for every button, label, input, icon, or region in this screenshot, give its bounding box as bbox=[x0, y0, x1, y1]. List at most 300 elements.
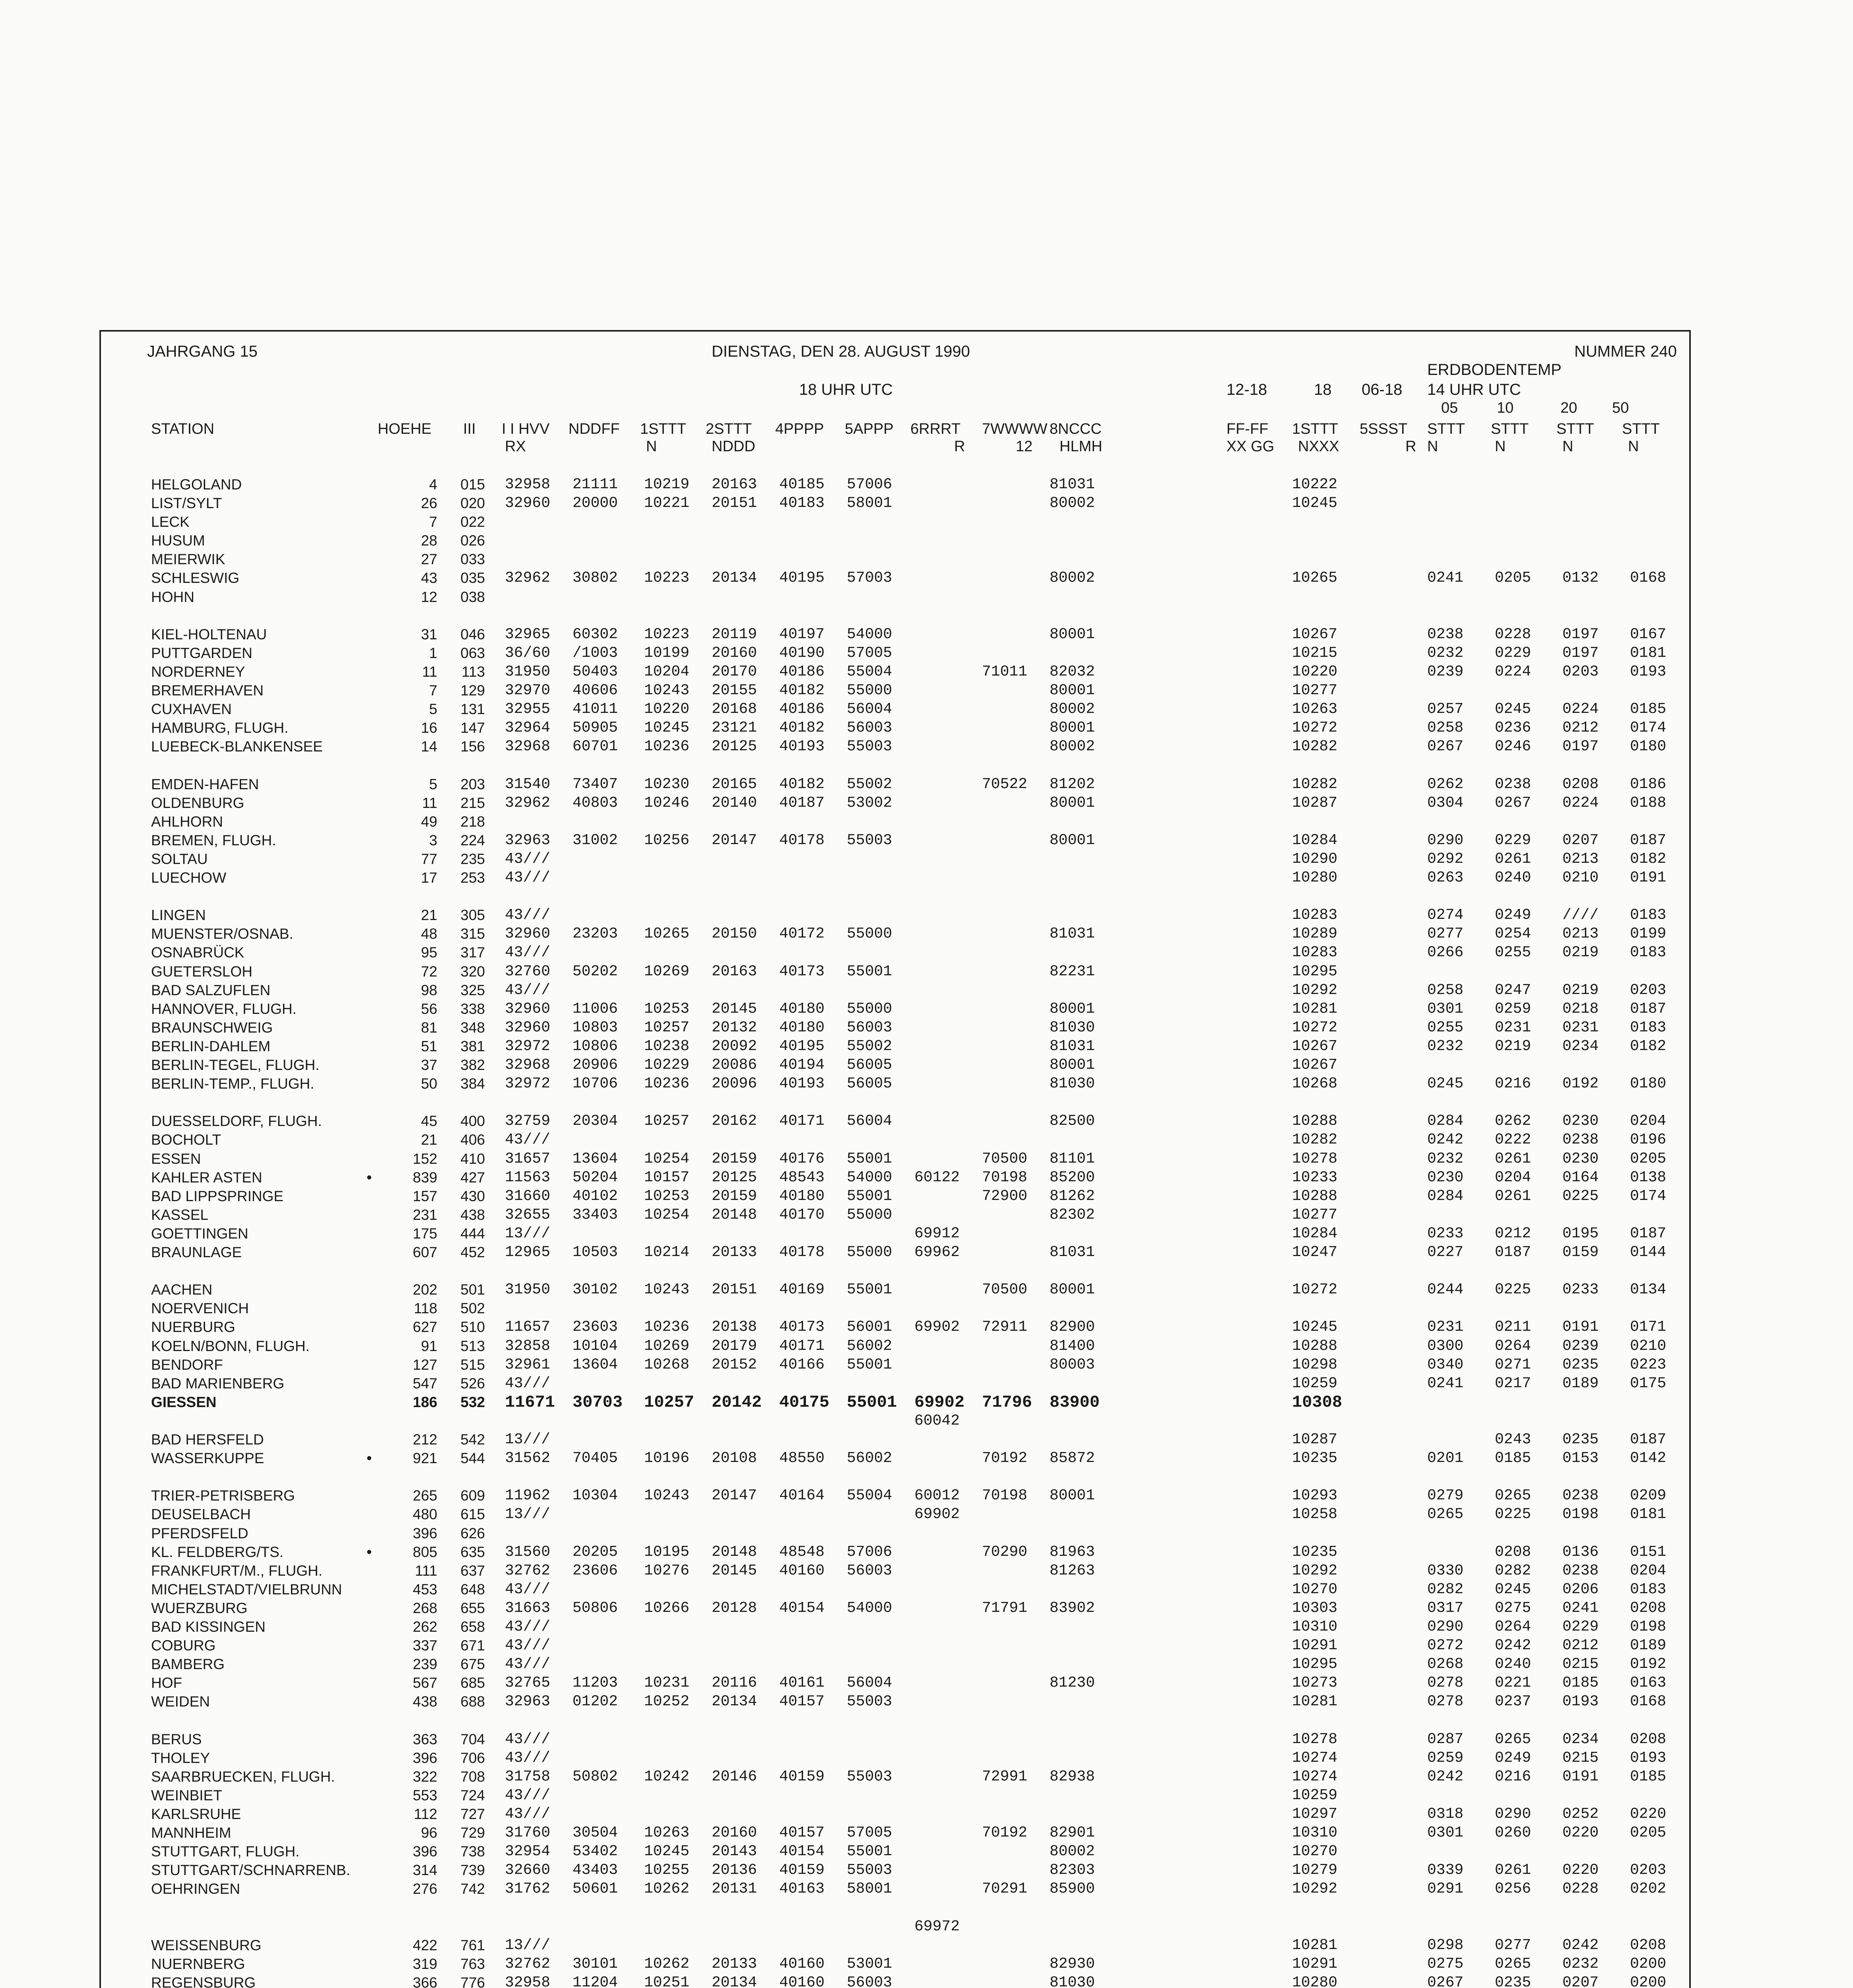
value-1sttt-nxxx: 10295 bbox=[1292, 1656, 1338, 1673]
value-soil-05: 0231 bbox=[1427, 1318, 1464, 1336]
value-1sttt: 10246 bbox=[644, 794, 690, 812]
value-ihvv: 13/// bbox=[505, 1225, 551, 1242]
value-4pppp: 40160 bbox=[779, 1562, 825, 1579]
value-ihvv: 31950 bbox=[505, 663, 551, 680]
value-soil-50: 0187 bbox=[1630, 832, 1667, 849]
station-height: 186 bbox=[413, 1394, 437, 1410]
station-id: 203 bbox=[460, 776, 485, 792]
value-soil-05: 0255 bbox=[1427, 1019, 1464, 1036]
value-5appp: 55001 bbox=[847, 1281, 893, 1298]
station-id: 655 bbox=[460, 1600, 485, 1616]
station-id: 113 bbox=[462, 664, 485, 680]
value-ihvv: 32958 bbox=[505, 1974, 551, 1988]
value-soil-10: 0267 bbox=[1495, 794, 1531, 812]
station-id: 129 bbox=[460, 682, 485, 699]
value-4pppp: 40170 bbox=[779, 1206, 825, 1223]
value-soil-20: 0229 bbox=[1562, 1618, 1599, 1635]
value-soil-10: 0204 bbox=[1495, 1169, 1531, 1186]
value-7wwww: 72900 bbox=[982, 1188, 1028, 1205]
value-1sttt-nxxx: 10293 bbox=[1292, 1487, 1338, 1504]
value-5appp: 55003 bbox=[847, 1768, 893, 1785]
station-name: SOLTAU bbox=[151, 851, 208, 867]
station-id: 761 bbox=[460, 1937, 485, 1953]
table-row bbox=[0, 738, 1853, 756]
value-ihvv: 43/// bbox=[505, 1131, 551, 1148]
station-id: 502 bbox=[460, 1300, 485, 1316]
value-soil-10: 0229 bbox=[1495, 832, 1531, 849]
value-7wwww: 70290 bbox=[982, 1543, 1028, 1561]
value-soil-50: 0189 bbox=[1630, 1637, 1667, 1654]
value-soil-20: 0206 bbox=[1562, 1581, 1599, 1598]
station-name: WEINBIET bbox=[151, 1787, 222, 1804]
value-4pppp: 40166 bbox=[779, 1356, 825, 1373]
value-soil-20: 0195 bbox=[1562, 1225, 1599, 1242]
value-8nccc: 82032 bbox=[1050, 663, 1095, 680]
value-4pppp: 40193 bbox=[779, 1075, 825, 1092]
value-soil-50: 0182 bbox=[1630, 1038, 1667, 1055]
value-1sttt-nxxx: 10284 bbox=[1292, 832, 1338, 849]
value-4pppp: 40178 bbox=[779, 832, 825, 849]
station-name: SCHLESWIG bbox=[151, 570, 240, 586]
value-1sttt: 10268 bbox=[644, 1356, 690, 1373]
station-name: LUECHOW bbox=[151, 870, 227, 886]
value-8nccc: 82901 bbox=[1050, 1824, 1095, 1841]
station-height: 231 bbox=[413, 1207, 437, 1223]
station-name: LIST/SYLT bbox=[151, 495, 222, 511]
value-1sttt-nxxx: 10282 bbox=[1292, 1131, 1338, 1148]
value-soil-10: 0224 bbox=[1495, 663, 1531, 680]
value-soil-20: 0238 bbox=[1562, 1131, 1599, 1148]
value-soil-10: 0229 bbox=[1495, 645, 1531, 662]
station-height: 627 bbox=[413, 1319, 437, 1335]
value-soil-50: 0181 bbox=[1630, 645, 1667, 662]
value-soil-05: 0263 bbox=[1427, 869, 1464, 886]
value-4pppp: 40186 bbox=[779, 701, 825, 718]
station-name: CUXHAVEN bbox=[151, 701, 232, 717]
table-row bbox=[0, 700, 1853, 718]
value-2sttt: 23121 bbox=[712, 719, 757, 736]
table-row bbox=[0, 719, 1853, 737]
value-2sttt: 20146 bbox=[712, 1768, 757, 1785]
value-8nccc: 80002 bbox=[1050, 1843, 1095, 1860]
station-height: 48 bbox=[421, 926, 437, 942]
value-1sttt: 10252 bbox=[644, 1693, 690, 1710]
value-1sttt-nxxx: 10267 bbox=[1292, 1038, 1338, 1055]
table-row bbox=[0, 1524, 1853, 1543]
value-1sttt-nxxx: 10310 bbox=[1292, 1824, 1338, 1841]
value-4pppp: 40173 bbox=[779, 1318, 825, 1336]
value-nddff: 60302 bbox=[572, 626, 618, 643]
value-2sttt: 20150 bbox=[712, 925, 757, 942]
value-ihvv: 31758 bbox=[505, 1768, 551, 1785]
value-soil-50: 0203 bbox=[1630, 982, 1667, 999]
table-row bbox=[0, 1131, 1853, 1149]
value-soil-05: 0265 bbox=[1427, 1506, 1464, 1523]
value-2sttt: 20131 bbox=[712, 1880, 757, 1897]
value-1sttt: 10157 bbox=[644, 1169, 690, 1186]
value-soil-50: 0174 bbox=[1630, 719, 1667, 736]
value-nddff: 20000 bbox=[572, 495, 618, 512]
value-soil-10: 0265 bbox=[1495, 1487, 1531, 1504]
value-2sttt: 20086 bbox=[712, 1056, 757, 1074]
value-2sttt: 20132 bbox=[712, 1019, 757, 1036]
station-name: SAARBRUECKEN, FLUGH. bbox=[151, 1769, 335, 1785]
value-ihvv: 32968 bbox=[505, 738, 551, 755]
value-soil-05: 0244 bbox=[1427, 1281, 1464, 1298]
value-1sttt-nxxx: 10308 bbox=[1292, 1393, 1343, 1412]
station-name: MANNHEIM bbox=[151, 1825, 231, 1841]
value-soil-20: 0242 bbox=[1562, 1937, 1599, 1954]
station-name: MEIERWIK bbox=[151, 551, 225, 567]
station-id: 626 bbox=[460, 1525, 485, 1541]
station-name: WASSERKUPPE bbox=[151, 1450, 264, 1466]
value-soil-10: 0265 bbox=[1495, 1955, 1531, 1972]
value-4pppp: 40154 bbox=[779, 1600, 825, 1617]
value-4pppp: 40193 bbox=[779, 738, 825, 755]
date-label: DIENSTAG, DEN 28. AUGUST 1990 bbox=[712, 343, 970, 360]
value-2sttt: 20160 bbox=[712, 645, 757, 662]
value-6rrrt: 69912 bbox=[914, 1225, 960, 1242]
station-height: 118 bbox=[414, 1300, 437, 1316]
value-soil-20: 0191 bbox=[1562, 1768, 1599, 1785]
value-8nccc: 80002 bbox=[1050, 701, 1095, 718]
table-row bbox=[0, 1075, 1853, 1093]
value-1sttt-nxxx: 10290 bbox=[1292, 850, 1338, 868]
col-8nccc-sub: HLMH bbox=[1059, 438, 1102, 455]
value-1sttt-nxxx: 10289 bbox=[1292, 925, 1338, 942]
value-1sttt: 10243 bbox=[644, 1487, 690, 1504]
value-8nccc: 80001 bbox=[1050, 626, 1095, 643]
value-soil-05: 0266 bbox=[1427, 944, 1464, 961]
value-8nccc: 82938 bbox=[1050, 1768, 1095, 1785]
value-nddff: 50601 bbox=[572, 1880, 618, 1897]
value-5appp: 55001 bbox=[847, 1188, 893, 1205]
value-4pppp: 40169 bbox=[779, 1281, 825, 1298]
value-8nccc: 82303 bbox=[1050, 1862, 1095, 1879]
value-ihvv: 32972 bbox=[505, 1038, 551, 1055]
station-height: 3 bbox=[429, 832, 437, 848]
value-soil-05: 0298 bbox=[1427, 1937, 1464, 1954]
value-2sttt: 20159 bbox=[712, 1188, 757, 1205]
value-nddff: 23203 bbox=[572, 925, 618, 942]
station-name: AHLHORN bbox=[151, 813, 223, 830]
value-5appp: 55003 bbox=[847, 1862, 893, 1879]
station-id: 704 bbox=[460, 1731, 485, 1747]
station-height: 262 bbox=[413, 1619, 437, 1635]
value-ihvv: 32655 bbox=[505, 1206, 551, 1223]
station-id: 156 bbox=[460, 738, 485, 755]
value-soil-05: 0233 bbox=[1427, 1225, 1464, 1242]
table-row bbox=[0, 1037, 1853, 1056]
utc14-label: 14 UHR UTC bbox=[1427, 381, 1521, 398]
table-row bbox=[0, 850, 1853, 868]
value-8nccc: 81030 bbox=[1050, 1974, 1095, 1988]
station-name: REGENSBURG bbox=[151, 1974, 256, 1988]
value-soil-50: 0223 bbox=[1630, 1356, 1667, 1373]
value-8nccc: 81230 bbox=[1050, 1674, 1095, 1691]
station-id: 035 bbox=[460, 570, 485, 586]
station-height: 72 bbox=[421, 963, 437, 980]
value-5appp: 55000 bbox=[847, 925, 893, 942]
table-row bbox=[0, 1299, 1853, 1318]
value-ihvv: 32960 bbox=[505, 1000, 551, 1017]
station-id: 724 bbox=[460, 1787, 485, 1804]
value-soil-50: 0192 bbox=[1630, 1656, 1667, 1673]
col-ffff-sub: XX GG bbox=[1226, 438, 1275, 455]
value-8nccc: 80001 bbox=[1050, 1487, 1095, 1504]
value-1sttt: 10251 bbox=[644, 1974, 690, 1988]
value-5appp: 55002 bbox=[847, 1038, 893, 1055]
value-soil-20: 0252 bbox=[1562, 1806, 1599, 1823]
value-1sttt: 10238 bbox=[644, 1038, 690, 1055]
value-2sttt: 20163 bbox=[712, 963, 757, 980]
value-4pppp: 40161 bbox=[779, 1674, 825, 1691]
value-2sttt: 20133 bbox=[712, 1244, 757, 1261]
value-1sttt: 10245 bbox=[644, 719, 690, 736]
table-row bbox=[0, 794, 1853, 812]
value-2sttt: 20160 bbox=[712, 1824, 757, 1841]
table-row bbox=[0, 550, 1853, 569]
period-06-18: 06-18 bbox=[1362, 381, 1403, 398]
value-1sttt-nxxx: 10215 bbox=[1292, 645, 1338, 662]
value-8nccc: 82900 bbox=[1050, 1318, 1095, 1336]
value-1sttt: 10220 bbox=[644, 701, 690, 718]
value-5appp: 55003 bbox=[847, 1693, 893, 1710]
station-id: 763 bbox=[460, 1956, 485, 1972]
value-7wwww: 70291 bbox=[982, 1880, 1028, 1897]
value-soil-20: 0239 bbox=[1562, 1338, 1599, 1355]
value-nddff: 60701 bbox=[572, 738, 618, 755]
value-ihvv: 43/// bbox=[505, 1581, 551, 1598]
station-name: GOETTINGEN bbox=[151, 1225, 248, 1242]
station-id: 739 bbox=[460, 1862, 485, 1878]
value-soil-05: 0279 bbox=[1427, 1487, 1464, 1504]
station-height: 21 bbox=[421, 1132, 437, 1148]
value-2sttt: 20125 bbox=[712, 738, 757, 755]
station-height: 453 bbox=[413, 1581, 437, 1598]
station-id: 020 bbox=[460, 495, 485, 511]
station-id: 400 bbox=[460, 1113, 485, 1129]
value-soil-05: 0201 bbox=[1427, 1450, 1464, 1467]
value-soil-50: 0134 bbox=[1630, 1281, 1667, 1298]
station-id: 046 bbox=[460, 626, 485, 643]
value-soil-10: 0249 bbox=[1495, 1749, 1531, 1767]
value-1sttt-nxxx: 10284 bbox=[1292, 1225, 1338, 1242]
value-1sttt-nxxx: 10297 bbox=[1292, 1806, 1338, 1823]
value-2sttt: 20142 bbox=[712, 1393, 762, 1412]
value-soil-20: 0153 bbox=[1562, 1450, 1599, 1467]
value-soil-20: 0197 bbox=[1562, 738, 1599, 755]
value-2sttt: 20155 bbox=[712, 682, 757, 699]
value-1sttt-nxxx: 10295 bbox=[1292, 963, 1338, 980]
station-height: 127 bbox=[413, 1357, 437, 1373]
station-id: 317 bbox=[460, 944, 485, 961]
value-nddff: 50806 bbox=[572, 1600, 618, 1617]
station-height: 314 bbox=[413, 1862, 437, 1878]
value-soil-05: 0238 bbox=[1427, 626, 1464, 643]
value-soil-10: 0247 bbox=[1495, 982, 1531, 999]
value-soil-50: 0171 bbox=[1630, 1318, 1667, 1336]
value-ihvv: 43/// bbox=[505, 850, 551, 868]
value-1sttt-nxxx: 10292 bbox=[1292, 1880, 1338, 1897]
value-soil-50: 0210 bbox=[1630, 1338, 1667, 1355]
station-height: 396 bbox=[413, 1525, 437, 1541]
value-1sttt-nxxx: 10222 bbox=[1292, 476, 1338, 493]
value-nddff: 20304 bbox=[572, 1112, 618, 1130]
value-4pppp: 40154 bbox=[779, 1843, 825, 1860]
value-soil-20: 0233 bbox=[1562, 1281, 1599, 1298]
value-soil-20: 0220 bbox=[1562, 1862, 1599, 1879]
value-soil-10: 0275 bbox=[1495, 1600, 1531, 1617]
utc18-group-header: 18 UHR UTC bbox=[799, 381, 893, 398]
table-row bbox=[0, 1824, 1853, 1842]
col-5ssst: 5SSST bbox=[1360, 421, 1408, 437]
value-nddff: 10706 bbox=[572, 1075, 618, 1092]
value-4pppp: 40195 bbox=[779, 1038, 825, 1055]
table-row bbox=[0, 1543, 1853, 1561]
value-soil-05: 0232 bbox=[1427, 1038, 1464, 1055]
table-row bbox=[0, 1243, 1853, 1262]
station-height: 112 bbox=[414, 1806, 437, 1822]
station-name: COBURG bbox=[151, 1637, 216, 1654]
value-soil-50: 0208 bbox=[1630, 1731, 1667, 1748]
station-id: 532 bbox=[460, 1394, 485, 1410]
station-height: 7 bbox=[429, 514, 437, 530]
value-soil-20: 0207 bbox=[1562, 832, 1599, 849]
value-4pppp: 40190 bbox=[779, 645, 825, 662]
col-hoehe: HOEHE bbox=[378, 421, 432, 437]
value-soil-05: 0241 bbox=[1427, 1375, 1464, 1392]
station-height: 396 bbox=[413, 1750, 437, 1766]
station-height: 276 bbox=[413, 1881, 437, 1897]
value-soil-20: 0210 bbox=[1562, 869, 1599, 886]
value-soil-20: 0191 bbox=[1562, 1318, 1599, 1336]
value-1sttt-nxxx: 10283 bbox=[1292, 944, 1338, 961]
value-soil-20: 0164 bbox=[1562, 1169, 1599, 1186]
table-row bbox=[0, 1599, 1853, 1617]
station-name: GUETERSLOH bbox=[151, 963, 252, 980]
value-soil-50: 0175 bbox=[1630, 1375, 1667, 1392]
value-soil-20: 0192 bbox=[1562, 1075, 1599, 1092]
value-soil-20: 0241 bbox=[1562, 1600, 1599, 1617]
value-2sttt: 20138 bbox=[712, 1318, 757, 1336]
value-soil-20: 0189 bbox=[1562, 1375, 1599, 1392]
value-soil-20: 0136 bbox=[1562, 1543, 1599, 1561]
station-name: LINGEN bbox=[151, 907, 206, 923]
value-6rrrt: 69902 bbox=[914, 1318, 960, 1336]
value-soil-10: 0249 bbox=[1495, 907, 1531, 924]
value-4pppp: 40160 bbox=[779, 1955, 825, 1972]
station-id: 513 bbox=[460, 1338, 485, 1354]
value-1sttt-nxxx: 10288 bbox=[1292, 1112, 1338, 1130]
value-1sttt: 10214 bbox=[644, 1244, 690, 1261]
value-4pppp: 40157 bbox=[779, 1824, 825, 1841]
table-row bbox=[0, 532, 1853, 550]
value-ihvv: 43/// bbox=[505, 1375, 551, 1392]
value-5appp: 58001 bbox=[847, 495, 893, 512]
value-1sttt-nxxx: 10267 bbox=[1292, 626, 1338, 643]
value-soil-05: 0287 bbox=[1427, 1731, 1464, 1748]
station-name: ESSEN bbox=[151, 1151, 201, 1167]
station-height: 212 bbox=[413, 1431, 437, 1448]
station-height: 4 bbox=[429, 476, 437, 493]
station-height: 366 bbox=[413, 1974, 437, 1988]
value-7wwww: 70500 bbox=[982, 1281, 1028, 1298]
value-soil-05: 0275 bbox=[1427, 1955, 1464, 1972]
value-4pppp: 40176 bbox=[779, 1150, 825, 1167]
value-4pppp: 40180 bbox=[779, 1019, 825, 1036]
value-2sttt: 20159 bbox=[712, 1150, 757, 1167]
value-soil-50: 0196 bbox=[1630, 1131, 1667, 1148]
station-id: 381 bbox=[460, 1038, 485, 1054]
value-1sttt: 10269 bbox=[644, 963, 690, 980]
station-height: 91 bbox=[421, 1338, 437, 1354]
value-1sttt-nxxx: 10272 bbox=[1292, 1281, 1338, 1298]
value-nddff: 41011 bbox=[572, 701, 618, 718]
value-1sttt-nxxx: 10235 bbox=[1292, 1543, 1338, 1561]
value-soil-10: 0265 bbox=[1495, 1731, 1531, 1748]
value-7wwww: 71791 bbox=[982, 1600, 1028, 1617]
value-1sttt-nxxx: 10267 bbox=[1292, 1056, 1338, 1074]
value-nddff: 10806 bbox=[572, 1038, 618, 1055]
value-8nccc: 81031 bbox=[1050, 1244, 1095, 1261]
table-row bbox=[0, 1449, 1853, 1468]
value-soil-05: 0277 bbox=[1427, 925, 1464, 942]
station-name: BREMEN, FLUGH. bbox=[151, 832, 276, 848]
value-soil-05: 0227 bbox=[1427, 1244, 1464, 1261]
value-soil-10: 0261 bbox=[1495, 850, 1531, 868]
value-soil-05: 0300 bbox=[1427, 1338, 1464, 1355]
station-height: 438 bbox=[413, 1693, 437, 1710]
value-4pppp: 40164 bbox=[779, 1487, 825, 1504]
table-row bbox=[0, 906, 1853, 924]
value-soil-20: 0159 bbox=[1562, 1244, 1599, 1261]
table-row bbox=[0, 1880, 1853, 1898]
value-8nccc: 81400 bbox=[1050, 1338, 1095, 1355]
value-1sttt-nxxx: 10272 bbox=[1292, 719, 1338, 736]
value-8nccc: 82302 bbox=[1050, 1206, 1095, 1223]
value-2sttt: 20134 bbox=[712, 569, 757, 586]
col-2sttt: 2STTT bbox=[706, 421, 752, 437]
table-row bbox=[0, 1749, 1853, 1767]
value-soil-05: 0239 bbox=[1427, 663, 1464, 680]
value-soil-10: 0264 bbox=[1495, 1618, 1531, 1635]
soil-temp-group-header: ERDBODENTEMP bbox=[1427, 361, 1562, 379]
station-height: 95 bbox=[421, 944, 437, 961]
station-id: 315 bbox=[460, 926, 485, 942]
value-5appp: 55003 bbox=[847, 832, 893, 849]
value-2sttt: 20145 bbox=[712, 1562, 757, 1579]
value-1sttt-nxxx: 10265 bbox=[1292, 569, 1338, 586]
value-soil-50: 0202 bbox=[1630, 1880, 1667, 1897]
value-1sttt: 10253 bbox=[644, 1188, 690, 1205]
station-height: 11 bbox=[422, 795, 437, 811]
station-height: 422 bbox=[413, 1937, 437, 1953]
station-id: 338 bbox=[460, 1001, 485, 1017]
value-ihvv: 43/// bbox=[505, 1656, 551, 1673]
value-4pppp: 40185 bbox=[779, 476, 825, 493]
volume-label: JAHRGANG 15 bbox=[147, 343, 258, 360]
station-name: DUESSELDORF, FLUGH. bbox=[151, 1113, 322, 1129]
value-1sttt-nxxx: 10287 bbox=[1292, 1431, 1338, 1448]
col-ihvv-sub: RX bbox=[505, 438, 526, 455]
value-soil-10: 0254 bbox=[1495, 925, 1531, 942]
value-1sttt-nxxx: 10270 bbox=[1292, 1581, 1338, 1598]
value-soil-20: 0224 bbox=[1562, 794, 1599, 812]
value-soil-05: 0230 bbox=[1427, 1169, 1464, 1186]
value-5appp: 55001 bbox=[847, 1843, 893, 1860]
value-1sttt: 10257 bbox=[644, 1019, 690, 1036]
